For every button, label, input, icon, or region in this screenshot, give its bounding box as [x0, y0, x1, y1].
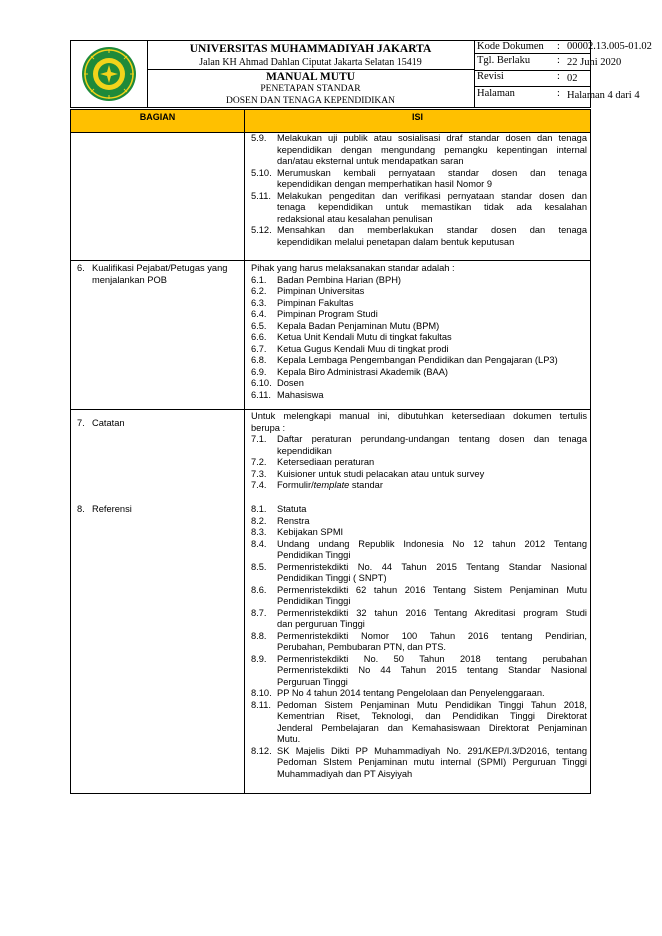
list-item-text: kependidikan dengan mengundang pemangku kepentingan internal	[277, 144, 587, 155]
list-number: 8.7.	[251, 607, 267, 618]
list-number: 7.4.	[251, 480, 267, 490]
university-address: Jalan KH Ahmad Dahlan Ciputat Jakarta Selatan 15419	[199, 57, 422, 68]
list-item-text: Melakukan pengeditan dan verifikasi pernyataan standar dosen dan	[277, 190, 587, 201]
list-item-text: kependidikan melalui penetapan dalam bentuk keputusan	[277, 236, 515, 247]
list-number: 6.3.	[251, 297, 267, 308]
list-number: 6.7.	[251, 343, 267, 354]
list-number: 8.6.	[251, 584, 267, 595]
row-divider	[71, 409, 590, 410]
list-item-text: Kepala Lembaga Pengembangan Pendidikan dan Pengajaran (LP3)	[277, 355, 558, 365]
list-item-text: Badan Pembina Harian (BPH)	[277, 274, 402, 285]
list-item-text	[277, 480, 383, 492]
list-number: 8.4.	[251, 538, 267, 549]
row-label-number: 7.	[77, 418, 85, 428]
list-number: 8.10.	[251, 688, 272, 698]
list-item-text: Statuta	[277, 504, 307, 514]
text-part: Formulir/	[277, 480, 314, 490]
list-item-text: Perguruan Tinggi	[277, 676, 348, 687]
manual-subtitle-2: DOSEN DAN TENAGA KEPENDIDIKAN	[226, 96, 395, 106]
content-table	[70, 109, 591, 794]
divider	[147, 69, 474, 70]
list-item-text: Melakukan uji publik atau sosialisasi draf standar dosen dan tenaga	[277, 133, 587, 143]
list-number: 8.2.	[251, 515, 267, 526]
university-logo	[81, 46, 137, 102]
list-number: 5.9.	[251, 133, 267, 143]
list-number: 7.2.	[251, 457, 267, 467]
list-item-text: Kementrian Riset, Teknologi, dan Pendidikan Tinggi Direktorat	[277, 711, 587, 721]
list-number: 8.5.	[251, 561, 267, 572]
meta-label: Kode Dokumen	[477, 41, 544, 52]
list-item-text: Ketersediaan peraturan	[277, 457, 375, 467]
list-item-text: Pimpinan Fakultas	[277, 297, 354, 308]
text-part: standar	[349, 480, 383, 490]
divider	[474, 53, 591, 54]
list-number: 6.6.	[251, 332, 267, 342]
intro-text: berupa :	[251, 422, 286, 433]
meta-colon: :	[557, 88, 560, 99]
list-item-text: Permenristekdikti No. 50 Tahun 2018 tentang perubahan	[277, 653, 587, 664]
list-item-text: Kepala Biro Administrasi Akademik (BAA)	[277, 366, 449, 377]
divider	[474, 86, 591, 87]
list-item-text: Ketua Unit Kendali Mutu di tingkat fakultas	[277, 332, 452, 342]
list-item-text: Pedoman SIstem Penjaminan mutu internal (SPMI) Perguruan Tinggi	[277, 757, 587, 767]
list-item-text: Pedoman Sistem Penjaminan Mutu Pendidikan Tinggi Tahun 2018,	[277, 699, 587, 710]
list-item-text: PP No 4 tahun 2014 tentang Pengelolaan dan Penyelenggaraan.	[277, 688, 545, 698]
list-item-text: dan perguruan Tinggi	[277, 619, 365, 629]
list-number: 6.11.	[251, 389, 271, 400]
list-item-text: Muhammadiyah dan PT Aisyiyah	[277, 768, 413, 779]
list-item-text: Permenristekdikti 62 tahun 2016 Tentang Sistem Penjaminan Mutu	[277, 584, 587, 595]
list-item-text: Permenristekdikti Nomor 100 Tahun 2016 tentang Pendirian,	[277, 630, 587, 641]
list-number: 8.8.	[251, 630, 267, 641]
list-number: 8.9.	[251, 653, 267, 664]
meta-label: Revisi	[477, 71, 504, 82]
meta-colon: :	[557, 71, 560, 82]
list-item-text: redaksional atau kesalahan penulisan	[277, 213, 433, 224]
manual-title: MANUAL MUTU	[265, 71, 356, 83]
university-name: UNIVERSITAS MUHAMMADIYAH JAKARTA	[189, 43, 432, 55]
list-item-text: Pendidikan Tinggi	[277, 550, 351, 560]
list-item-text: Pimpinan Universitas	[277, 286, 365, 296]
list-number: 7.1.	[251, 434, 267, 444]
list-number: 6.1.	[251, 274, 267, 285]
list-item-text: Perubahan, Pembubaran PTN, dan PTS.	[277, 642, 446, 652]
text-part-italic: template	[313, 480, 350, 490]
list-number: 5.11.	[251, 190, 271, 201]
list-item-text: kependidikan	[277, 445, 332, 456]
manual-subtitle: PENETAPAN STANDAR	[260, 84, 361, 94]
list-item-text: tenaga kependidikan untuk memastikan tidak ada kesalahan	[277, 202, 587, 212]
list-item-text: kependidikan dengan memperhatikan hasil Nomor 9	[277, 179, 492, 189]
row-label-number: 8.	[77, 504, 85, 514]
logo-cell	[71, 41, 148, 107]
column-header-bagian: BAGIAN	[71, 110, 245, 132]
row-label: Catatan	[92, 418, 125, 428]
list-item-text: Renstra	[277, 515, 310, 526]
meta-label: Tgl. Berlaku	[477, 55, 531, 66]
row-label: Referensi	[92, 504, 132, 514]
list-item-text: Pendidikan Tinggi	[277, 596, 351, 606]
row-label-number: 6.	[77, 263, 85, 273]
list-item-text: SK Majelis Dikti PP Muhammadiyah No. 291/KEP/I.3/D2016, tentang	[277, 745, 587, 756]
list-number: 5.12.	[251, 225, 272, 235]
list-item-text: Permenristekdikti No 44 Tahun 2015 tentang Standar Nasional	[277, 665, 587, 675]
title-cell	[147, 41, 475, 107]
intro-text: Pihak yang harus melaksanakan standar adalah :	[251, 263, 455, 273]
list-item-text: Permenristekdikti No. 44 Tahun 2015 Tentang Standar Nasional	[277, 561, 587, 572]
meta-value: 22 Juni 2020	[567, 57, 622, 68]
list-number: 7.3.	[251, 468, 267, 479]
list-item-text: Ketua Gugus Kendali Muu di tingkat prodi	[277, 343, 449, 354]
list-number: 8.11.	[251, 699, 271, 710]
row-label: menjalankan POB	[92, 274, 167, 285]
list-item-text: dan/atau eksternal untuk mendapatkan saran	[277, 156, 464, 166]
list-item-text: Jenderal Pembelajaran dan Kemahasiswaan Direktorat Penjaminan	[277, 722, 587, 733]
row-label: Kualifikasi Pejabat/Petugas yang	[92, 263, 228, 273]
meta-value: 00002.13.005-01.02	[567, 41, 652, 52]
list-item-text: Daftar peraturan perundang-undangan tentang dosen dan tenaga	[277, 434, 587, 444]
meta-value: 02	[567, 73, 578, 84]
list-item-text: Mahasiswa	[277, 389, 324, 400]
meta-value: Halaman 4 dari 4	[567, 90, 640, 101]
list-number: 6.8.	[251, 355, 267, 365]
column-divider	[244, 132, 245, 794]
document-header	[70, 40, 652, 108]
list-number: 8.1.	[251, 504, 267, 514]
list-number: 6.9.	[251, 366, 267, 377]
row-divider	[71, 260, 590, 261]
list-item-text: Undang undang Republik Indonesia No 12 tahun 2012 Tentang	[277, 538, 587, 549]
list-number: 8.3.	[251, 527, 267, 537]
list-number: 6.5.	[251, 320, 267, 331]
list-item-text: Kepala Badan Penjaminan Mutu (BPM)	[277, 320, 440, 331]
meta-colon: :	[557, 55, 560, 66]
list-item-text: Mensahkan dan memberlakukan standar dosen dan tenaga	[277, 225, 587, 235]
meta-colon: :	[557, 41, 560, 52]
list-number: 6.4.	[251, 309, 267, 319]
list-item-text: Dosen	[277, 378, 304, 388]
intro-text: Untuk melengkapi manual ini, dibutuhkan ketersediaan dokumen tertulis	[251, 411, 587, 421]
list-item-text: Pendidikan Tinggi ( SNPT)	[277, 573, 387, 583]
list-item-text: Pimpinan Program Studi	[277, 309, 378, 319]
list-number: 5.10.	[251, 167, 272, 178]
list-number: 6.2.	[251, 286, 267, 296]
list-item-text: Kebijakan SPMI	[277, 527, 344, 537]
list-item-text: Merumuskan kembali pernyataan standar dosen dan tenaga	[277, 167, 587, 178]
list-number: 8.12.	[251, 745, 272, 756]
list-item-text: Permenristekdikti 32 tahun 2016 Tentang Akreditasi program Studi	[277, 607, 587, 618]
list-number: 6.10.	[251, 378, 272, 388]
table-header	[71, 110, 590, 133]
column-header-isi: ISI	[411, 112, 423, 122]
list-item-text: Mutu.	[277, 734, 301, 744]
list-item-text: Kuisioner untuk studi pelacakan atau untuk survey	[277, 468, 485, 479]
meta-label: Halaman	[477, 88, 515, 99]
